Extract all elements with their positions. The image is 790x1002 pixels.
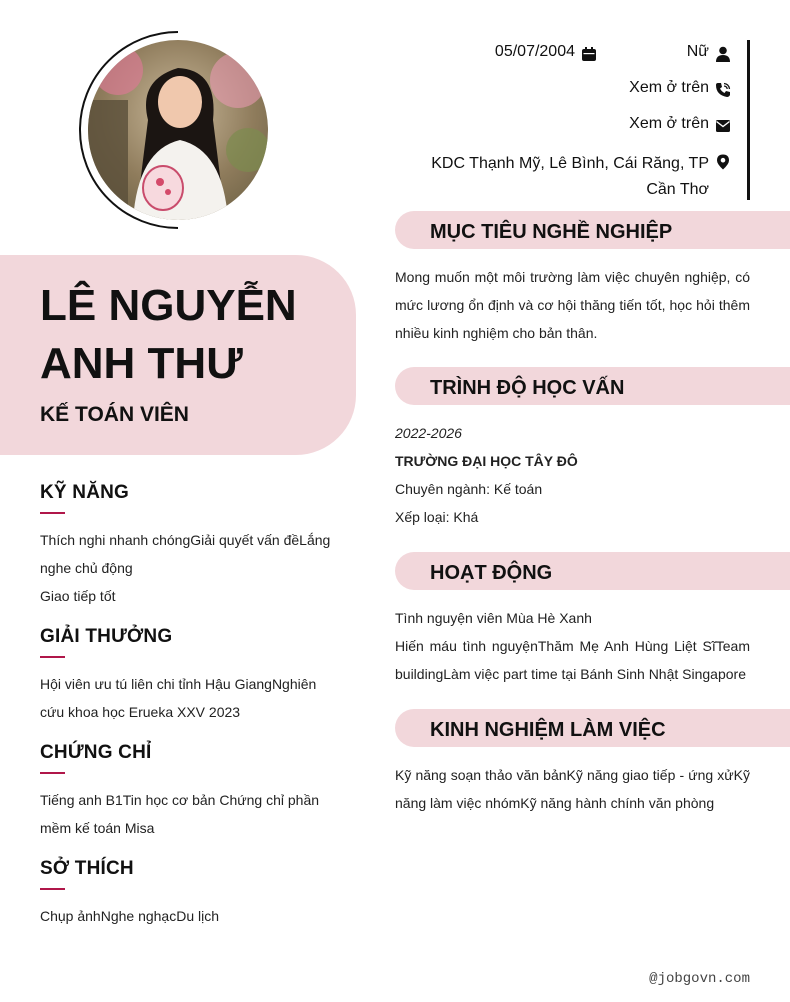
activities-section [395, 552, 790, 688]
avatar [88, 40, 268, 220]
certificates-section [40, 742, 340, 842]
objective-section [395, 211, 790, 347]
section-body [395, 249, 750, 347]
awards-section [40, 626, 340, 726]
hobbies-text: Chụp ảnhNghe nghạcDu lịch [40, 908, 220, 924]
envelope-icon [715, 118, 731, 134]
name-panel [0, 255, 356, 455]
education-major: Chuyên ngành: Kế toán [395, 481, 543, 497]
section-header [395, 367, 790, 405]
profile-photo [88, 40, 268, 220]
person-icon [715, 46, 731, 62]
awards-heading: GIẢI THƯỞNG [40, 626, 173, 647]
activities-line: Hiến máu tình nguyệnThăm Mẹ Anh Hùng Liệt SĩTeam buildingLàm việc part time tại Bánh Sinh Nhật Singapore [395, 638, 750, 682]
experience-heading: KINH NGHIỆM LÀM VIỆC [430, 718, 666, 741]
avatar-block [78, 30, 278, 230]
phone-icon [715, 82, 731, 98]
location-pin-icon [715, 154, 731, 170]
education-school: TRƯỜNG ĐẠI HỌC TÂY ĐÔ [395, 453, 578, 469]
section-header [395, 552, 790, 590]
full-name: LÊ NGUYỄN ANH THƯ [40, 281, 297, 388]
awards-text: Hội viên ưu tú liên chi tỉnh Hậu GiangNghiên cứu khoa học Erueka XXV 2023 [40, 676, 317, 720]
phone-text: Xem ở trên [629, 79, 709, 96]
dob-text: 05/07/2004 [494, 43, 575, 60]
email-text: Xem ở trên [629, 115, 709, 132]
activities-heading: HOẠT ĐỘNG [430, 561, 553, 584]
watermark: @jobgovn.com [649, 971, 750, 987]
heading-underline [40, 656, 65, 658]
education-period: 2022-2026 [395, 425, 462, 441]
skills-section [40, 482, 340, 610]
contact-block [395, 40, 750, 200]
education-section [395, 367, 790, 531]
contact-phone [629, 79, 731, 98]
objective-heading: MỤC TIÊU NGHỀ NGHIỆP [430, 220, 673, 243]
skills-line: Giao tiếp tốt [40, 588, 116, 604]
experience-section [395, 709, 790, 817]
skills-heading: KỸ NĂNG [40, 482, 130, 503]
hobbies-section [40, 858, 340, 930]
contact-gender [687, 43, 731, 62]
certificates-text: Tiếng anh B1Tin học cơ bản Chứng chỉ phần mềm kế toán Misa [40, 792, 320, 836]
section-body [395, 405, 750, 531]
objective-text: Mong muốn một môi trường làm việc chuyên nghiệp, có mức lương ổn định và cơ hội thăng tiến tốt, học hỏi thêm nhiều kinh nghiệm cho bản thân. [395, 269, 750, 341]
heading-underline [40, 772, 65, 774]
certificates-heading: CHỨNG CHỈ [40, 742, 152, 763]
section-body [395, 747, 750, 817]
gender-text: Nữ [686, 43, 709, 60]
experience-text: Kỹ năng soạn thảo văn bảnKỹ năng giao tiếp - ứng xửKỹ năng làm việc nhómKỹ năng hành chính văn phòng [395, 767, 750, 811]
section-header [395, 709, 790, 747]
contact-email [629, 115, 731, 134]
activities-line: Tình nguyện viên Mùa Hè Xanh [395, 610, 592, 626]
heading-underline [40, 512, 65, 514]
left-column [40, 482, 340, 946]
address-text: KDC Thạnh Mỹ, Lê Bình, Cái Răng, TP Cần Thơ [431, 155, 709, 198]
education-grade: Xếp loại: Khá [395, 509, 479, 525]
section-header [395, 211, 790, 249]
calendar-icon [581, 46, 597, 62]
education-heading: TRÌNH ĐỘ HỌC VẤN [430, 376, 625, 399]
contact-dob [495, 43, 597, 62]
heading-underline [40, 888, 65, 890]
section-body [395, 590, 750, 688]
hobbies-heading: SỞ THÍCH [40, 858, 134, 879]
skills-line: Thích nghi nhanh chóngGiải quyết vấn đềLắng nghe chủ động [40, 532, 331, 576]
job-title: KẾ TOÁN VIÊN [40, 403, 189, 426]
contact-address [401, 151, 731, 203]
